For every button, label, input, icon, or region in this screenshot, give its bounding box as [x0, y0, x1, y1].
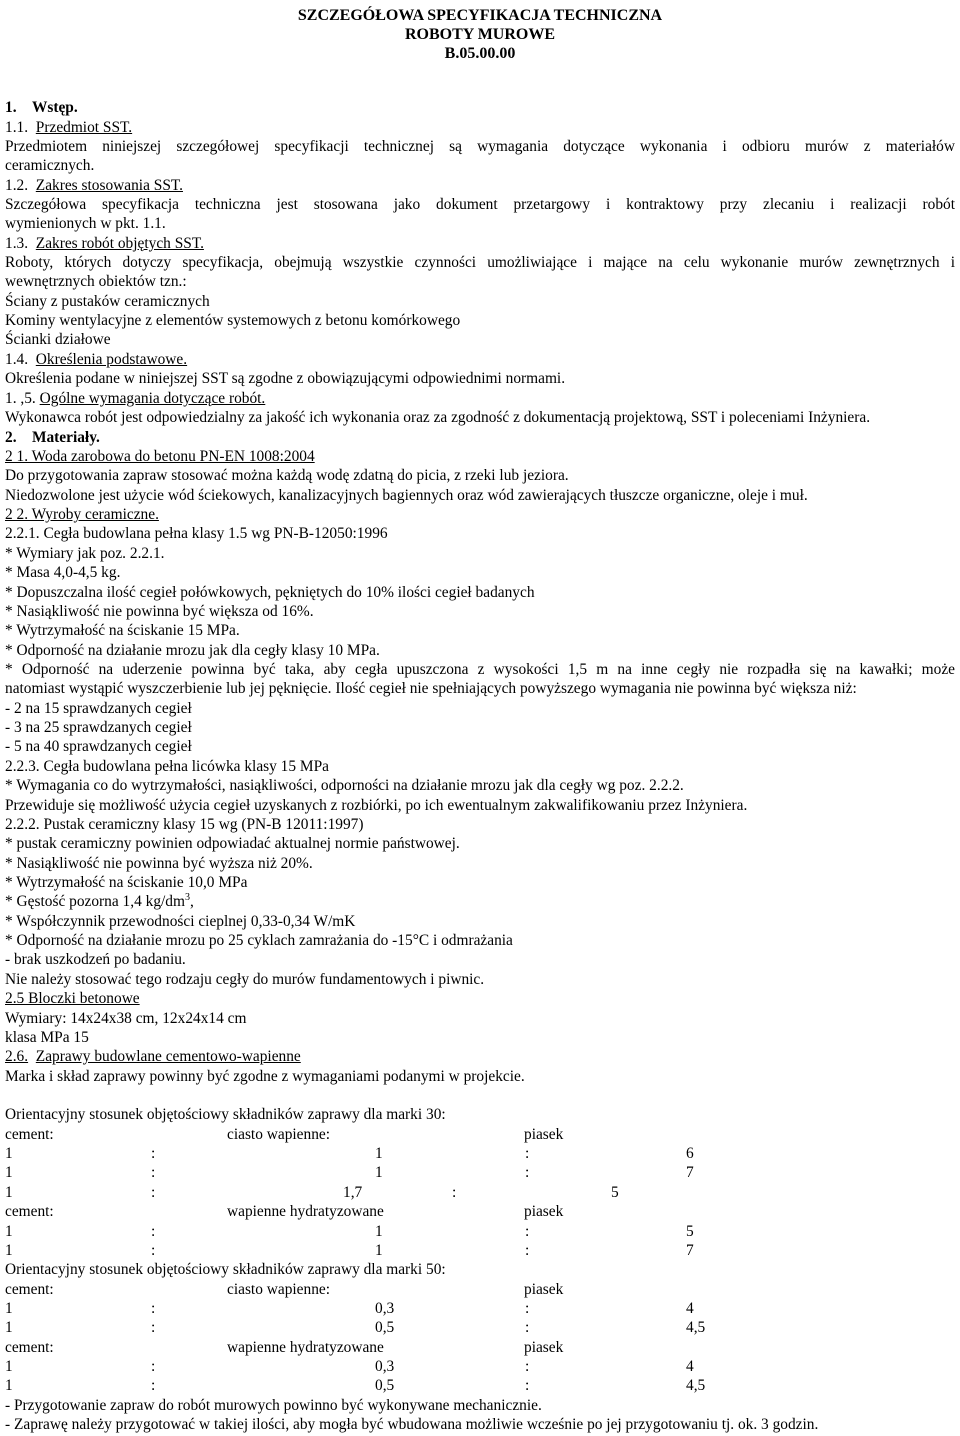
paragraph: wewnętrznych obiektów tzn.:: [5, 273, 187, 290]
paragraph: ceramicznych.: [5, 157, 95, 174]
list-item: - Zaprawę należy przygotować w takiej ilości, aby mogła być wbudowana możliwie wcześnie po jej przygotowaniu tj. ok. 3 godzin.: [5, 1416, 819, 1433]
list-item: - Przygotowanie zapraw do robót murowych powinno być wykonywane mechanicznie.: [5, 1397, 542, 1414]
subsection-heading: 2.2.3. Cegła budowlana pełna licówka klasy 15 MPa: [5, 758, 329, 775]
table-cell: :: [525, 1300, 530, 1317]
table-cell: 1,7: [343, 1184, 363, 1201]
section-2-1-heading: 2 1. Woda zarobowa do betonu PN-EN 1008:2004: [5, 448, 315, 465]
subsection-heading: 2.2.2. Pustak ceramiczny klasy 15 wg (PN-B 12011:1997): [5, 816, 364, 833]
table-cell: 1: [5, 1184, 13, 1201]
table-cell: 1: [5, 1164, 13, 1181]
subsection-heading: 2.2.1. Cegła budowlana pełna klasy 1.5 wg PN-B-12050:1996: [5, 525, 388, 542]
table-cell: :: [525, 1242, 530, 1259]
table-cell: :: [525, 1377, 530, 1394]
list-item: - brak uszkodzeń po badaniu.: [5, 951, 186, 968]
table-cell: :: [525, 1145, 530, 1162]
header-cell: piasek: [524, 1281, 564, 1298]
section-2-2-heading: 2 2. Wyroby ceramiczne.: [5, 506, 159, 523]
list-item: * Odporność na działanie mrozu po 25 cyklach zamrażania do -15°C i odmrażania: [5, 932, 513, 949]
list-item: * Współczynnik przewodności cieplnej 0,33-0,34 W/mK: [5, 913, 356, 930]
list-item: Kominy wentylacyjne z elementów systemowych z betonu komórkowego: [5, 312, 461, 329]
header-cell: cement:: [5, 1281, 54, 1298]
header-cell: cement:: [5, 1339, 54, 1356]
list-item: * Gęstość pozorna 1,4 $kg/dm^3$,: [5, 891, 194, 910]
header-cell: piasek: [524, 1203, 564, 1220]
paragraph: klasa MPa 15: [5, 1029, 89, 1046]
paragraph: Do przygotowania zapraw stosować można każdą wodę zdatną do picia, z rzeki lub jeziora.: [5, 467, 569, 484]
table-cell: :: [525, 1319, 530, 1336]
section-1-2-heading: 1.2. Zakres stosowania SST.: [5, 177, 183, 194]
table-cell: 5: [686, 1223, 694, 1240]
paragraph: wymienionych w pkt. 1.1.: [5, 215, 166, 232]
table-cell: :: [151, 1223, 156, 1240]
table-cell: :: [525, 1223, 530, 1240]
table-cell: :: [525, 1358, 530, 1375]
table-cell: 1: [375, 1223, 383, 1240]
table-cell: 0,3: [375, 1358, 395, 1375]
header-cell: ciasto wapienne:: [227, 1126, 330, 1143]
list-item: * Odporność na uderzenie powinna być taka, aby cegła upuszczona z wysokości 1,5 m na inne cegły nie rozpadła się na kawałki; może: [5, 661, 955, 678]
paragraph: Wymiary: 14x24x38 cm, 12x24x14 cm: [5, 1010, 247, 1027]
document-title: SZCZEGÓŁOWA SPECYFIKACJA TECHNICZNA: [297, 7, 663, 24]
header-cell: cement:: [5, 1126, 54, 1143]
table-cell: :: [151, 1242, 156, 1259]
section-2-5-heading: 2.5 Bloczki betonowe: [5, 990, 140, 1007]
paragraph: Roboty, których dotyczy specyfikacja, obejmują wszystkie czynności umożliwiające i mające na celu wykonanie murów zewnętrznych i: [5, 254, 955, 271]
mix-50-caption: Orientacyjny stosunek objętościowy składników zaprawy dla marki 50:: [5, 1261, 446, 1278]
section-2-heading: 2. Materiały.: [5, 429, 100, 446]
section-1-1-heading: 1.1. Przedmiot SST.: [5, 119, 133, 136]
list-item: * Nasiąkliwość nie powinna być większa od 16%.: [5, 603, 314, 620]
list-item: * Wytrzymałość na ściskanie 10,0 MPa: [5, 874, 248, 891]
table-cell: 1: [5, 1377, 13, 1394]
table-cell: 1: [375, 1145, 383, 1162]
table-cell: 1: [5, 1358, 13, 1375]
list-item: * Wytrzymałość na ściskanie 15 MPa.: [5, 622, 240, 639]
table-cell: :: [525, 1164, 530, 1181]
table-cell: :: [452, 1184, 457, 1201]
paragraph: Przedmiotem niniejszej szczegółowej specyfikacji technicznej są wymagania dotyczące wykonania i odbioru murów z materiałów: [5, 138, 955, 155]
mix-30-caption: Orientacyjny stosunek objętościowy składników zaprawy dla marki 30:: [5, 1106, 446, 1123]
table-cell: 1: [375, 1164, 383, 1181]
table-cell: 0,5: [375, 1377, 395, 1394]
list-item: Ściany z pustaków ceramicznych: [5, 293, 210, 310]
paragraph: Szczegółowa specyfikacja techniczna jest stosowana jako dokument przetargowy i kontraktowy przy zlecaniu i realizacji robót: [5, 196, 955, 213]
table-cell: 7: [686, 1164, 694, 1181]
table-cell: :: [151, 1164, 156, 1181]
paragraph: Przewiduje się możliwość użycia cegieł uzyskanych z rozbiórki, po ich ewentualnym zakwalifikowaniu przez Inżyniera.: [5, 797, 748, 814]
section-1-4-heading: 1.4. Określenia podstawowe.: [5, 351, 188, 368]
list-item: * Nasiąkliwość nie powinna być wyższa niż 20%.: [5, 855, 313, 872]
paragraph: natomiast wystąpić wyszczerbienie lub jej pęknięcie. Ilość cegieł nie spełniających powyższego wymagania nie powinna być większa niż:: [5, 680, 857, 697]
list-item: * Odporność na działanie mrozu jak dla cegły klasy 10 MPa.: [5, 642, 380, 659]
table-cell: 4,5: [686, 1319, 706, 1336]
list-item: * Dopuszczalna ilość cegieł połówkowych, pękniętych do 10% ilości cegieł badanych: [5, 584, 535, 601]
section-1-5-heading: 1. ,5. Ogólne wymagania dotyczące robót.: [5, 390, 266, 407]
table-cell: 4,5: [686, 1377, 706, 1394]
paragraph: Niedozwolone jest użycie wód ściekowych, kanalizacyjnych bagiennych oraz wód zawierających tłuszcze organiczne, oleje i muł.: [5, 487, 808, 504]
table-cell: 6: [686, 1145, 694, 1162]
table-cell: 1: [5, 1145, 13, 1162]
table-cell: 1: [5, 1242, 13, 1259]
table-cell: :: [151, 1377, 156, 1394]
list-item: - 2 na 15 sprawdzanych cegieł: [5, 700, 192, 717]
table-cell: 1: [5, 1223, 13, 1240]
table-cell: :: [151, 1300, 156, 1317]
list-item: * Wymagania co do wytrzymałości, nasiąkliwości, odporności na działanie mrozu jak dla cegły wg poz. 2.2.2.: [5, 777, 684, 794]
header-cell: ciasto wapienne:: [227, 1281, 330, 1298]
table-cell: 1: [5, 1300, 13, 1317]
section-1-3-heading: 1.3. Zakres robót objętych SST.: [5, 235, 204, 252]
table-cell: :: [151, 1145, 156, 1162]
table-cell: 1: [5, 1319, 13, 1336]
document-code: B.05.00.00: [444, 45, 516, 62]
paragraph: Marka i skład zaprawy powinny być zgodne z wymaganiami podanymi w projekcie.: [5, 1068, 525, 1085]
table-cell: 0,3: [375, 1300, 395, 1317]
table-cell: :: [151, 1184, 156, 1201]
table-cell: 5: [611, 1184, 619, 1201]
document-subtitle: ROBOTY MUROWE: [404, 26, 556, 43]
header-cell: piasek: [524, 1126, 564, 1143]
table-cell: 1: [375, 1242, 383, 1259]
list-item: * pustak ceramiczny powinien odpowiadać aktualnej normie państwowej.: [5, 835, 460, 852]
section-2-6-heading: 2.6. Zaprawy budowlane cementowo-wapienne: [5, 1048, 301, 1065]
section-1-heading: 1. Wstęp.: [5, 99, 78, 116]
list-item: Ścianki działowe: [5, 331, 111, 348]
header-cell: piasek: [524, 1339, 564, 1356]
header-cell: cement:: [5, 1203, 54, 1220]
table-cell: 4: [686, 1358, 694, 1375]
header-cell: wapienne hydratyzowane: [227, 1339, 384, 1356]
paragraph: Nie należy stosować tego rodzaju cegły do murów fundamentowych i piwnic.: [5, 971, 485, 988]
table-cell: :: [151, 1358, 156, 1375]
paragraph: Wykonawca robót jest odpowiedzialny za jakość ich wykonania oraz za zgodność z dokumentacją projektową, SST i poleceniami Inżyniera.: [5, 409, 871, 426]
list-item: - 5 na 40 sprawdzanych cegieł: [5, 738, 192, 755]
list-item: * Wymiary jak poz. 2.2.1.: [5, 545, 165, 562]
list-item: - 3 na 25 sprawdzanych cegieł: [5, 719, 192, 736]
table-cell: 0,5: [375, 1319, 395, 1336]
paragraph: Określenia podane w niniejszej SST są zgodne z obowiązującymi odpowiednimi normami.: [5, 370, 566, 387]
list-item: * Masa 4,0-4,5 kg.: [5, 564, 121, 581]
table-cell: :: [151, 1319, 156, 1336]
table-cell: 7: [686, 1242, 694, 1259]
header-cell: wapienne hydratyzowane: [227, 1203, 384, 1220]
table-cell: 4: [686, 1300, 694, 1317]
